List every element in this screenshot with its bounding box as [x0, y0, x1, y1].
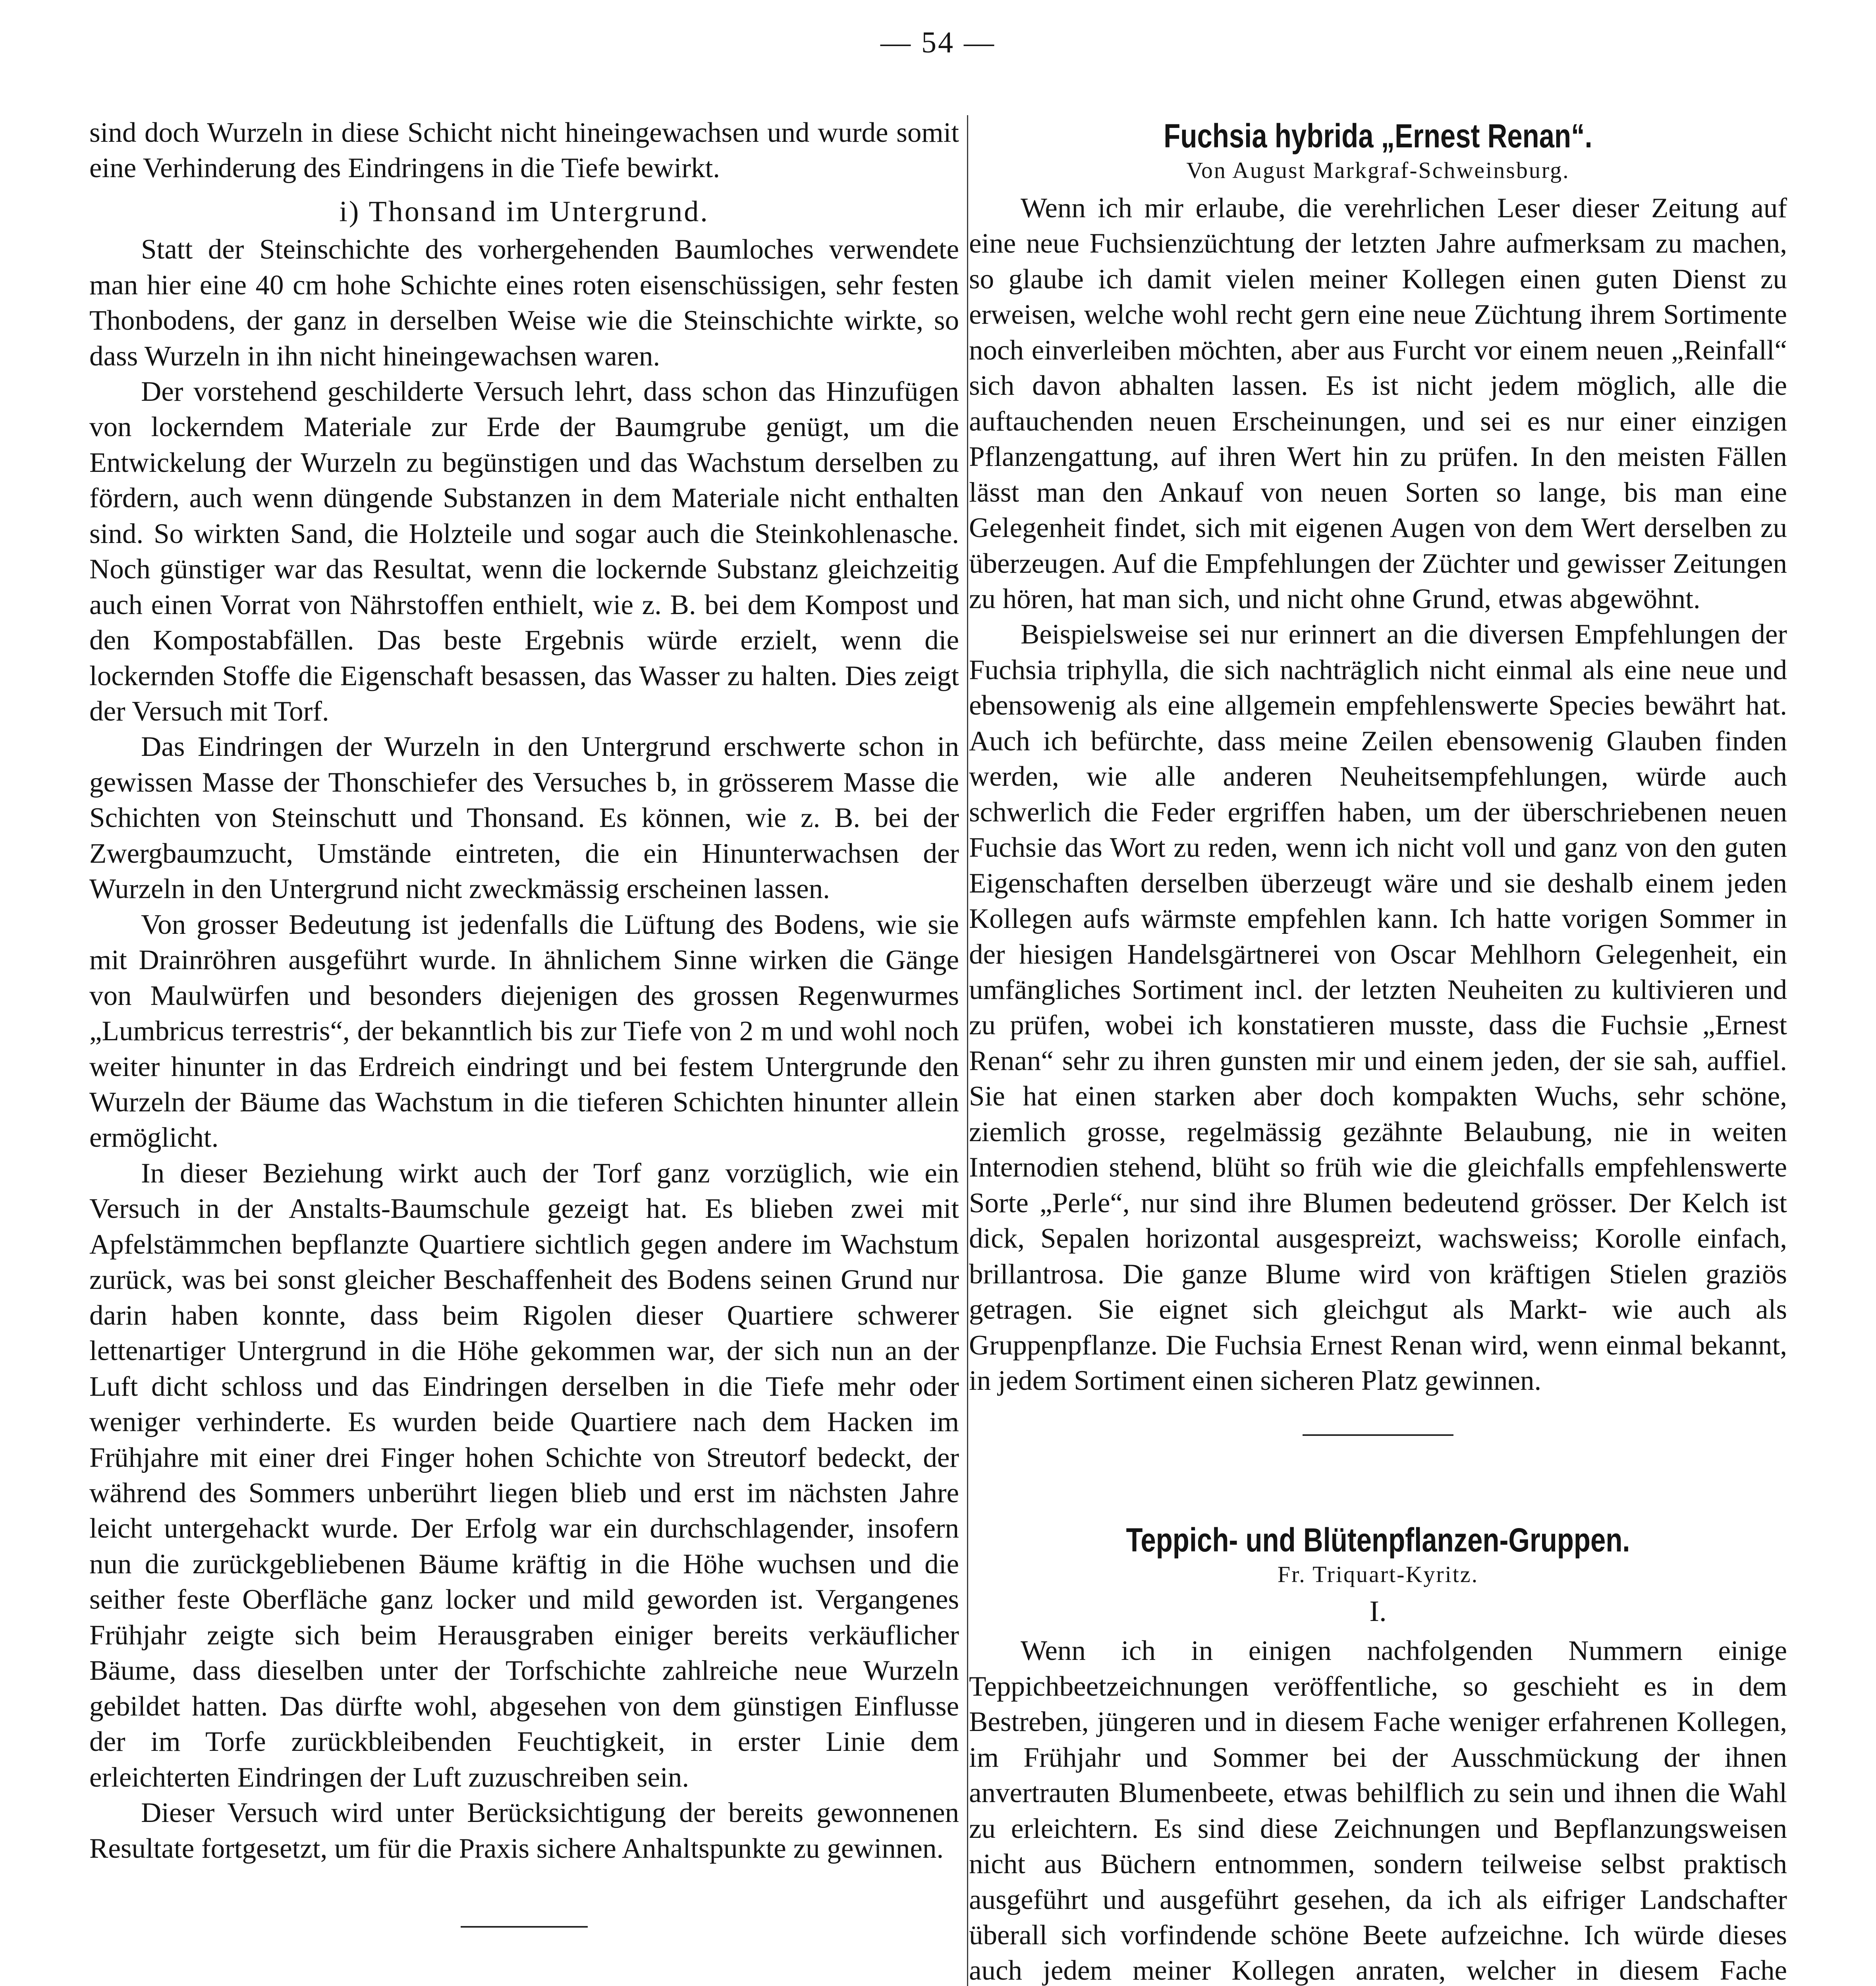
- paragraph: Beispielsweise sei nur erinnert an die diversen Empfehlungen der Fuchsia triphylla, die sich nachträglich nicht einmal als eine neue und ebensowenig als eine allgemein empfehlenswerte Species bewährt hat. Auch ich befürchte, dass meine Zeilen ebensowenig Glauben finden werden, wie alle anderen Neuheitsempfehlungen, würde auch schwerlich die Feder ergriffen haben, um der überschriebenen neuen Fuchsie das Wort zu reden, wenn ich nicht voll und ganz von den guten Eigenschaften derselben überzeugt wäre und sie deshalb einem jeden Kollegen aufs wärmste empfehlen kann. Ich hatte vorigen Sommer in der hiesigen Handelsgärtnerei von Oscar Mehlhorn Gelegenheit, ein umfängliches Sortiment incl. der letzten Neuheiten zu kultivieren und zu prüfen, wobei ich konstatieren musste, dass die Fuchsie „Ernest Renan“ sehr zu ihren gunsten mir und einem jeden, der sie sah, auffiel. Sie hat einen starken aber doch kompakten Wuchs, sehr schöne, ziemlich grosse, regelmässig gezähnte Belaubung, nie in weiten Internodien stehend, blüht so früh wie die gleichfalls empfehlenswerte Sorte „Perle“, nur sind ihre Blumen bedeutend grösser. Der Kelch ist dick, Sepalen horizontal ausgespreizt, wachsweiss; Korolle einfach, brillantrosa. Die ganze Blume wird von kräftigen Stielen graziös getragen. Sie eignet sich gleichgut als Markt- wie auch als Gruppenpflanze. Die Fuchsia Ernest Renan wird, wenn einmal bekannt, in jedem Sortiment einen sicheren Platz gewinnen.: [969, 619, 1787, 1396]
- paragraph: In dieser Beziehung wirkt auch der Torf ganz vorzüglich, wie ein Versuch in der Anstalts-Baumschule gezeigt hat. Es blieben zwei mit Apfelstämmchen bepflanzte Quartiere sichtlich gegen andere im Wachstum zurück, was bei sonst gleicher Beschaffenheit des Bodens seinen Grund nur darin haben konnte, dass beim Rigolen dieser Quartiere schwerer lettenartiger Untergrund in die Höhe gekommen war, der sich nun an der Luft dicht schloss und das Eindringen derselben in die Tiefe mehr oder weniger verhinderte. Es wurden beide Quartiere nach dem Hacken im Frühjahre mit einer drei Finger hohen Schichte von Streutorf bedeckt, der während des Sommers unberührt liegen blieb und erst im nächsten Jahre leicht untergehackt wurde. Der Erfolg war ein durchschlagender, insofern nun die zurückgebliebenen Bäume kräftig in die Höhe wuchsen und die seither feste Oberfläche ganz locker und mild geworden ist. Vergangenes Frühjahr zeigte sich beim Herausgraben einiger bereits verkäuflicher Bäume, dass dieselben unter der Torfschichte zahlreiche neue Wurzeln gebildet hatten. Das dürfte wohl, abgesehen von dem günstigen Einflusse der im Torfe zurückbleibenden Feuchtigkeit, in erster Linie dem erleichterten Eindringen der Luft zuzuschreiben sein.: [89, 1157, 959, 1793]
- paragraph: Wenn ich mir erlaube, die verehrlichen Leser dieser Zeitung auf eine neue Fuchsienzüchtung der letzten Jahre aufmerksam zu machen, so glaube ich damit vielen meiner Kollegen einen guten Dienst zu erweisen, welche wohl recht gern eine neue Züchtung ihrem Sortimente noch einverleiben möchten, aber aus Furcht vor einem neuen „Reinfall“ sich davon abhalten lassen. Es ist nicht jedem möglich, alle die auftauchenden neuen Erscheinungen, und sei es nur einer einzigen Pflanzengattung, auf ihren Wert hin zu prüfen. In den meisten Fällen lässt man den Ankauf von neuen Sorten so lange, bis man eine Gelegenheit findet, sich mit eigenen Augen von dem Wert derselben zu überzeugen. Auf die Empfehlungen der Züchter und gewisser Zeitungen zu hören, hat man sich, und nicht ohne Grund, etwas abgewöhnt.: [969, 193, 1787, 614]
- paragraph: Der vorstehend geschilderte Versuch lehrt, dass schon das Hinzufügen von lockerndem Materiale zur Erde der Baumgrube genügt, um die Entwickelung der Wurzeln zu begünstigen und das Wachstum derselben zu fördern, auch wenn düngende Substanzen in dem Materiale nicht enthalten sind. So wirkten Sand, die Holzteile und sogar auch die Steinkohlenasche. Noch günstiger war das Resultat, wenn die lockernde Substanz gleichzeitig auch einen Vorrat von Nährstoffen enthielt, wie z. B. bei dem Kompost und den Kompostabfällen. Das beste Ergebnis würde erzielt, wenn die lockernden Stoffe die Eigenschaft besassen, das Wasser zu halten. Dies zeigt der Versuch mit Torf.: [89, 376, 959, 727]
- paragraph: Das Eindringen der Wurzeln in den Untergrund erschwerte schon in gewissen Masse der Thonschiefer des Versuches b, in grösserem Masse die Schichten von Steinschutt und Thonsand. Es können, wie z. B. bei der Zwergbaumzucht, Umstände eintreten, die ein Hinunterwachsen der Wurzeln in den Untergrund nicht zweckmässig erscheinen lassen.: [89, 731, 959, 905]
- left-column: [89, 115, 959, 1928]
- paragraph: sind doch Wurzeln in diese Schicht nicht hineingewachsen und wurde somit eine Verhinderung des Eindringens in die Tiefe bewirkt.: [89, 117, 959, 184]
- article-title-fuchsia: Fuchsia hybrida „Ernest Renan“.: [1164, 117, 1592, 155]
- article-title-teppich: Teppich- und Blütenpflanzen-Gruppen.: [1126, 1521, 1630, 1559]
- article-byline-teppich: Fr. Triquart-Kyritz.: [1277, 1561, 1479, 1588]
- article-end-rule: [461, 1926, 588, 1928]
- section-heading-thonsand: i) Thonsand im Untergrund.: [339, 195, 709, 228]
- paragraph: Von grosser Bedeutung ist jedenfalls die Lüftung des Bodens, wie sie mit Drainröhren ausgeführt wurde. In ähnlichem Sinne wirken die Gänge von Maulwürfen und besonders diejenigen des grossen Regenwurmes „Lumbricus terrestris“, der bekanntlich bis zur Tiefe von 2 m und wohl noch weiter hinunter in das Erdreich eindringt und bei festem Untergrunde den Wurzeln der Bäume das Wachstum in die tieferen Schichten hinunter allein ermöglicht.: [89, 909, 959, 1153]
- article-byline-fuchsia: Von August Markgraf-Schweinsburg.: [1186, 157, 1570, 183]
- page-number: — 54 —: [880, 26, 996, 59]
- paragraph: Wenn ich in einigen nachfolgenden Nummern einige Teppichbeetzeichnungen veröffentliche, so geschieht es in dem Bestreben, jüngeren und in diesem Fache weniger erfahrenen Kollegen, im Frühjahr und Sommer bei der Ausschmückung der ihnen anvertrauten Blumenbeete, etwas behilflich zu sein und ihnen die Wahl zu erleichtern. Es sind diese Zeichnungen und Bepflanzungsweisen nicht aus Büchern entnommen, sondern teilweise selbst praktisch ausgeführt und ausgeführt gesehen, da ich als eifriger Landschafter überall sich vorfindende schöne Beete aufzeichne. Ich würde dieses auch jedem meiner Kollegen anraten, welcher in diesem Fache: [969, 1635, 1787, 1986]
- section-number: I.: [1369, 1595, 1387, 1628]
- paragraph: Statt der Steinschichte des vorhergehenden Baumloches verwendete man hier eine 40 cm hohe Schichte eines roten eisenschüssigen, sehr festen Thonbodens, der ganz in derselben Weise wie die Steinschichte wirkte, so dass Wurzeln in ihn nicht hineingewachsen waren.: [89, 234, 959, 372]
- right-column: [969, 115, 1787, 1986]
- paragraph: Dieser Versuch wird unter Berücksichtigung der bereits gewonnenen Resultate fortgesetzt, um für die Praxis sichere Anhaltspunkte zu gewinnen.: [89, 1797, 959, 1864]
- column-divider: [967, 115, 968, 1986]
- article-separator-rule: [1303, 1434, 1453, 1436]
